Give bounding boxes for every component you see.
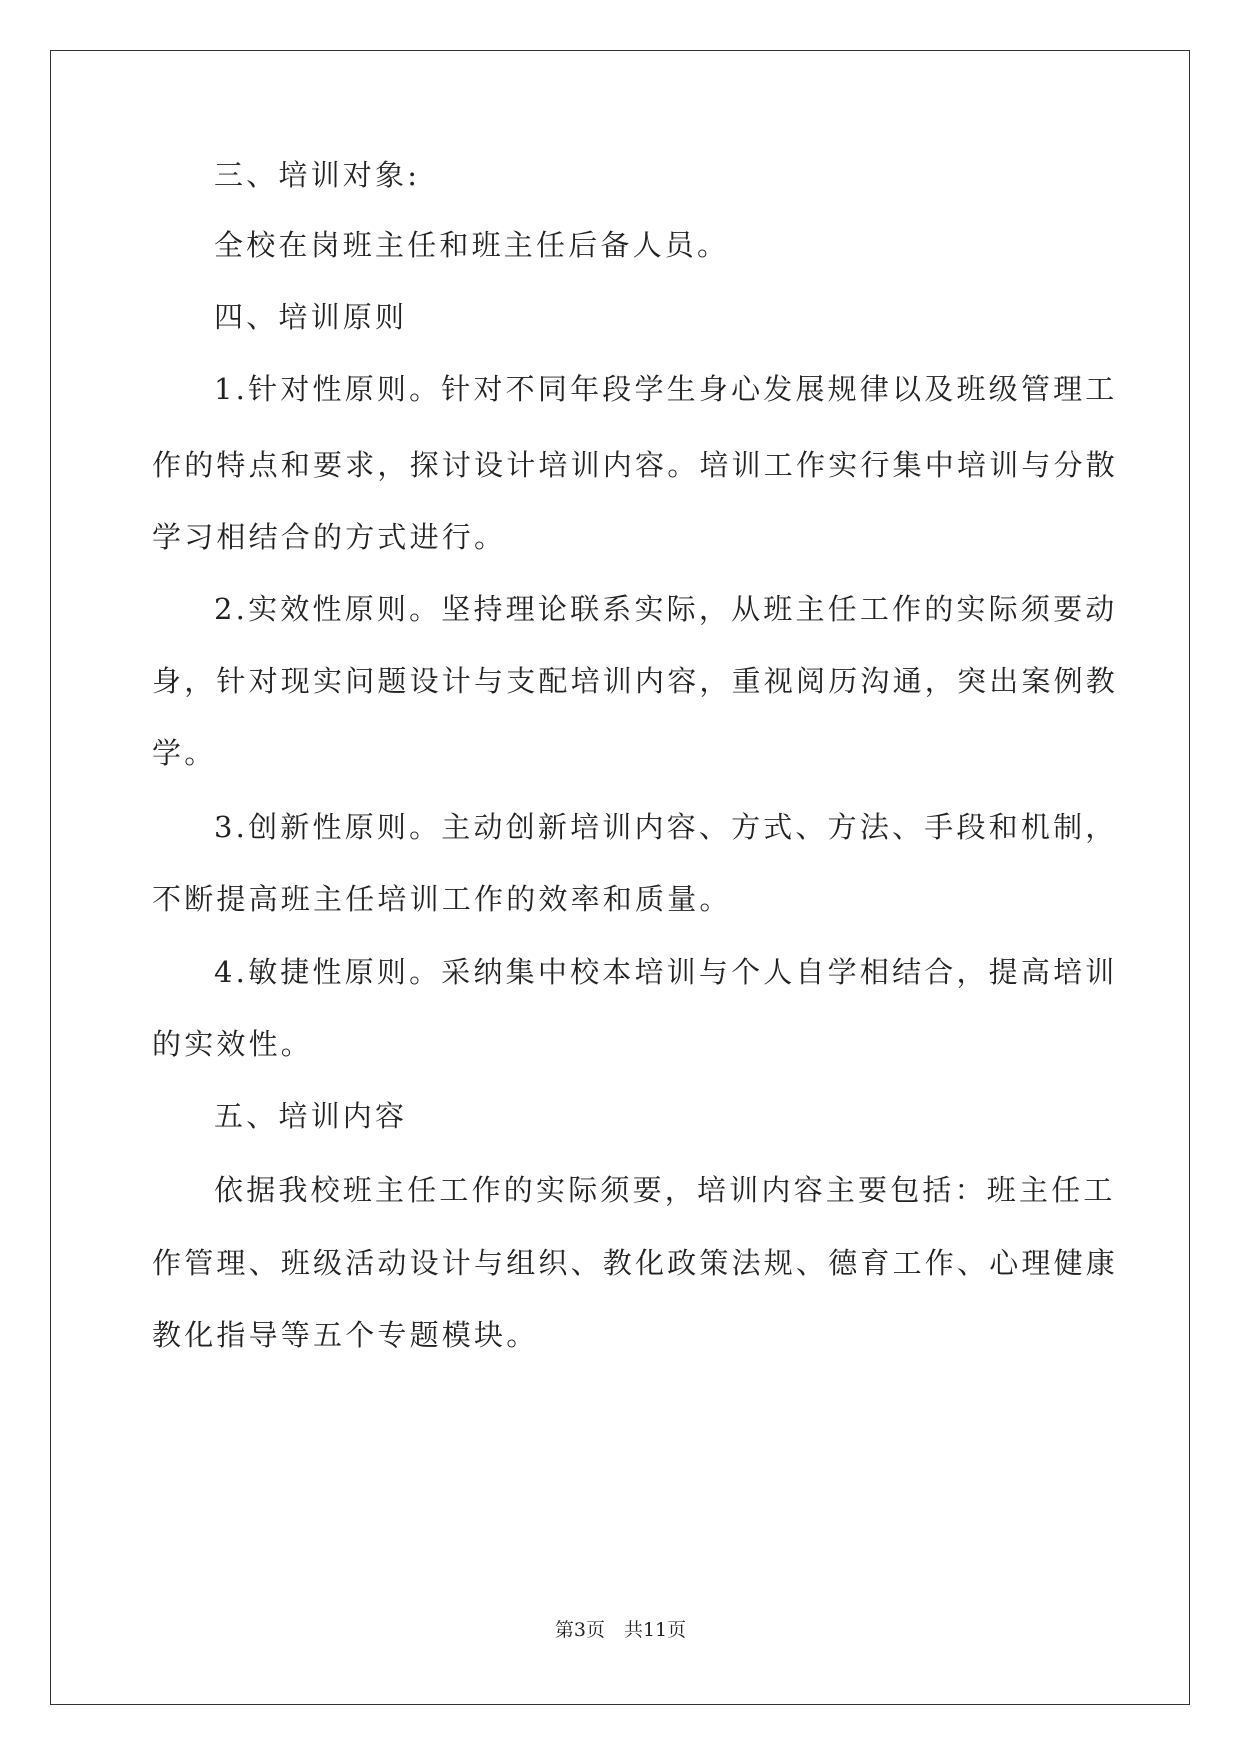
paragraph-line: 教化指导等五个专题模块。: [152, 1318, 539, 1352]
paragraph-line: 身，针对现实问题设计与支配培训内容，重视阅历沟通，突出案例教: [152, 664, 1119, 698]
page-number-footer: 第3页 共11页: [554, 1619, 687, 1641]
section-heading-training-principles: 四、培训原则: [214, 300, 408, 334]
paragraph-line: 的实效性。: [152, 1027, 314, 1061]
paragraph-line: 作的特点和要求，探讨设计培训内容。培训工作实行集中培训与分散: [152, 448, 1119, 482]
paragraph-line: 学习相结合的方式进行。: [152, 520, 507, 554]
paragraph-line: 1.针对性原则。针对不同年段学生身心发展规律以及班级管理工: [214, 372, 1118, 406]
paragraph-line: 依据我校班主任工作的实际须要，培训内容主要包括：班主任工: [214, 1173, 1116, 1207]
paragraph-line: 作管理、班级活动设计与组织、教化政策法规、德育工作、心理健康: [152, 1246, 1119, 1280]
section-heading-training-targets: 三、培训对象:: [214, 158, 421, 192]
section-heading-training-content: 五、培训内容: [214, 1099, 408, 1133]
paragraph-line: 4.敏捷性原则。采纳集中校本培训与个人自学相结合，提高培训: [214, 955, 1118, 989]
paragraph-line: 不断提高班主任培训工作的效率和质量。: [152, 882, 732, 916]
paragraph-line: 2.实效性原则。坚持理论联系实际，从班主任工作的实际须要动: [214, 592, 1118, 626]
paragraph-line: 全校在岗班主任和班主任后备人员。: [214, 228, 730, 262]
paragraph-line: 学。: [152, 736, 217, 770]
paragraph-line: 3.创新性原则。主动创新培训内容、方式、方法、手段和机制，: [214, 810, 1118, 844]
